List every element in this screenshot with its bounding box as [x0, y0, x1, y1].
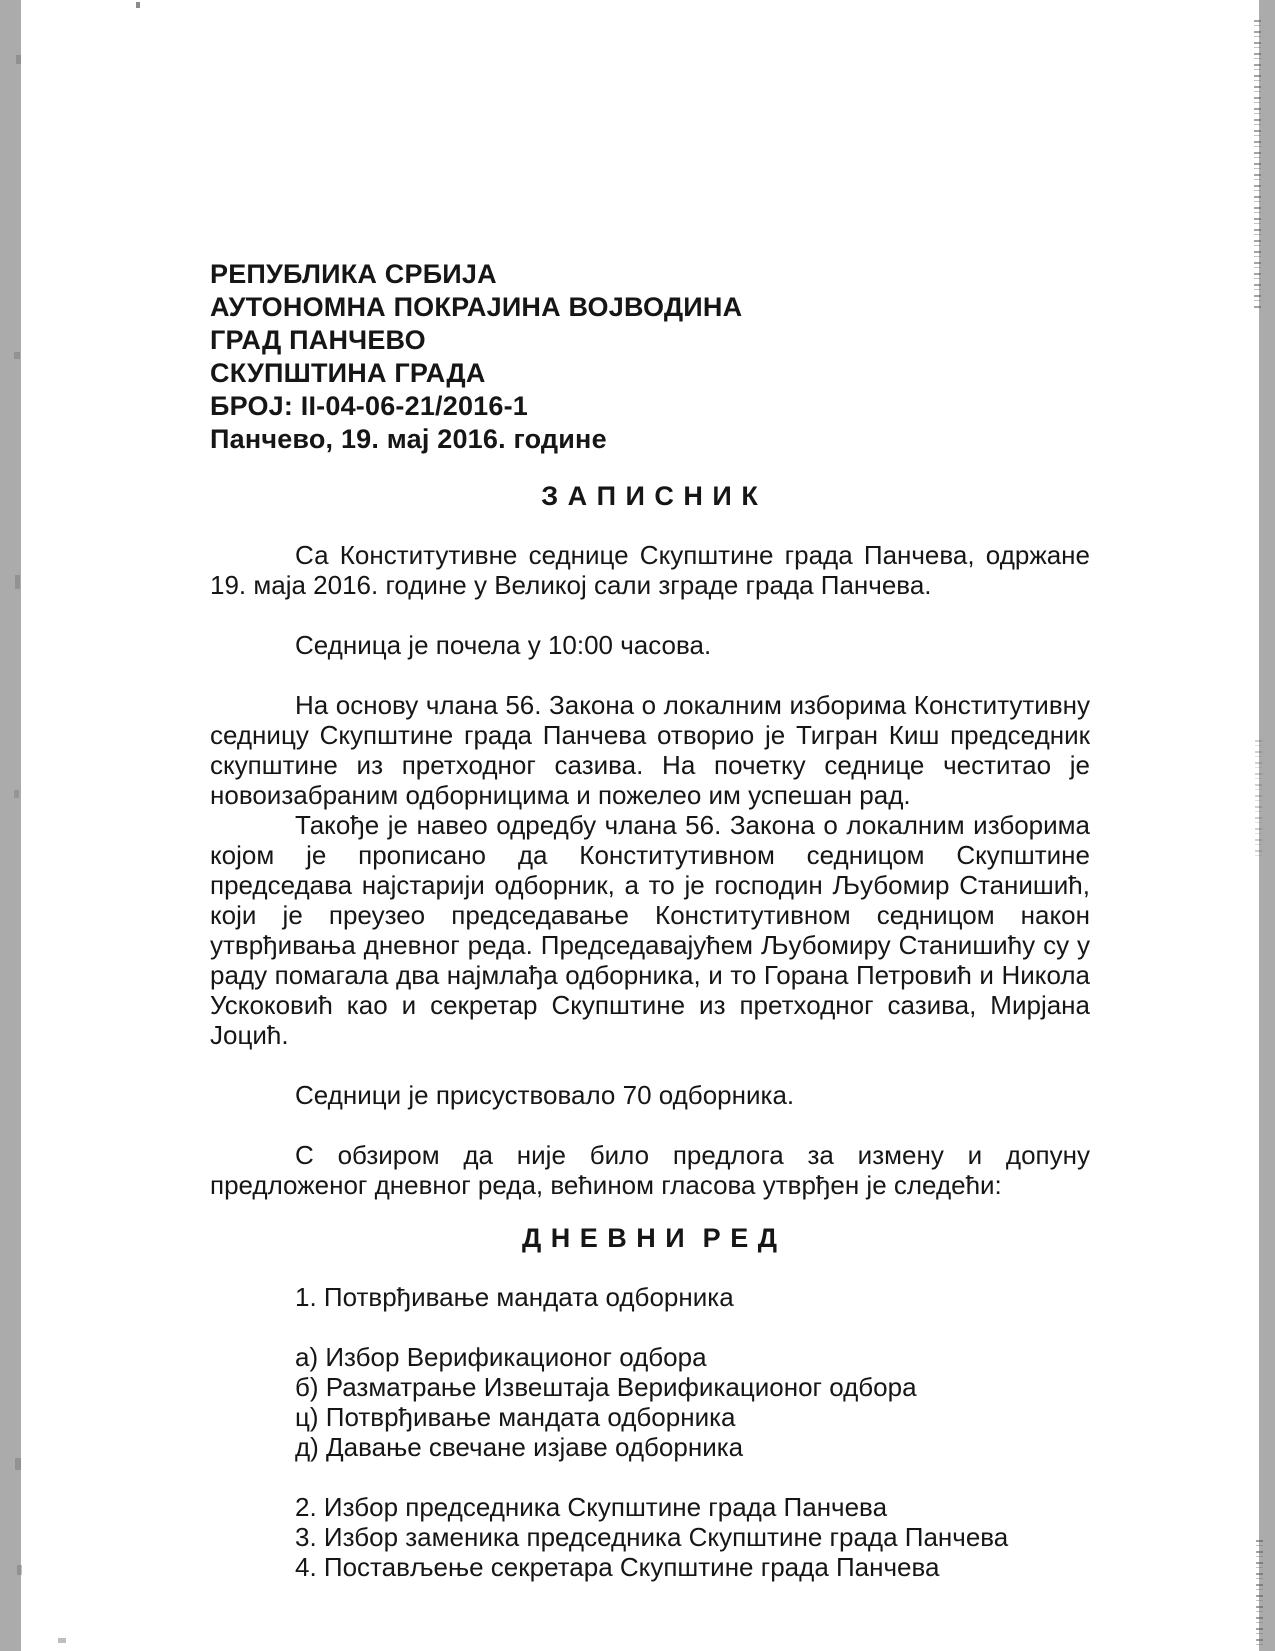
agenda-item: 4. Постављење секретара Скупштине града Панчева [295, 1552, 940, 1582]
agenda-item: 1. Потврђивање мандата одборника [295, 1282, 734, 1312]
scan-speck [16, 55, 21, 64]
paragraph-start-time: Седница је почела у 10:00 часова. [295, 630, 712, 660]
paragraph-agenda-adoption: С обзиром да није било предлога за измену и допуну предложеног дневног реда, већином гласова утврђен је следећи: [210, 1140, 1090, 1200]
scan-speck [58, 1638, 66, 1643]
document-body [210, 258, 1090, 1582]
scan-speck [136, 2, 140, 8]
header-line-ref-number: БРОЈ: II-04-06-21/2016-1 [210, 391, 529, 421]
scan-speck [14, 352, 20, 359]
paragraph-presiding: Такође је навео одредбу члана 56. Закона о локалним изборима којом је прописано да Конститутивном седницом Скупштине председава најстарији одборник, а то је господин Љубомир Станишић, који је преузео председавање Конститутивном седницом након утврђивања дневног реда. Председавајућем Љубомиру Станишићу су у раду помагала два најмлађа одборника, и то Горана Петровић и Никола Ускоковић као и секретар Скупштине из претходног сазива, Мирјана Јоцић. [210, 810, 1090, 1050]
header-line-province: АУТОНОМНА ПОКРАЈИНА ВОЈВОДИНА [210, 292, 743, 322]
header-line-place-date: Панчево, 19. мај 2016. године [210, 424, 607, 454]
scan-speck [15, 575, 20, 589]
scan-speck [14, 790, 19, 798]
scan-edge-left [0, 0, 21, 1651]
scan-noise-right-mid [1255, 740, 1262, 860]
document-title: З А П И С Н И К [541, 481, 759, 511]
header-line-city: ГРАД ПАНЧЕВО [210, 325, 426, 355]
agenda-sub-item: ц) Потврђивање мандата одборника [295, 1402, 736, 1432]
agenda-sub-item: д) Давање свечане изјаве одборника [295, 1432, 744, 1462]
agenda-heading: Д Н Е В Н И Р Е Д [522, 1223, 778, 1253]
document-header [210, 258, 1090, 456]
scan-speck [17, 1565, 22, 1575]
agenda-item-1-list [210, 1282, 1090, 1312]
paragraph-session-intro: Са Конститутивне седнице Скупштине града Панчева, одржане 19. маја 2016. године у Великој сали зграде града Панчева. [210, 540, 1090, 600]
scan-noise-right-bottom [1256, 1540, 1263, 1650]
paragraph-opening: На основу члана 56. Закона о локалним изборима Конститутивну седницу Скупштине града Панчева отворио је Тигран Киш председник скупштине из претходног сазива. На почетку седнице честитао је новоизабраним одборницима и пожелео им успешан рад. [210, 690, 1090, 810]
paragraph-attendance: Седници је присуствовало 70 одборника. [295, 1080, 795, 1110]
agenda-sub-items-list [210, 1342, 1090, 1462]
scan-speck [15, 1458, 21, 1470]
header-line-republic: РЕПУБЛИКА СРБИЈА [210, 259, 497, 289]
agenda-item: 2. Избор председника Скупштине града Панчева [295, 1492, 888, 1522]
header-line-assembly: СКУПШТИНА ГРАДА [210, 358, 486, 388]
agenda-sub-item: б) Разматрање Извештаја Верификационог одбора [295, 1372, 917, 1402]
agenda-items-2-4-list [210, 1492, 1090, 1582]
scan-noise-right-top [1254, 20, 1261, 310]
agenda-item: 3. Избор заменика председника Скупштине града Панчева [295, 1522, 1009, 1552]
agenda-sub-item: а) Избор Верификационог одбора [295, 1342, 707, 1372]
